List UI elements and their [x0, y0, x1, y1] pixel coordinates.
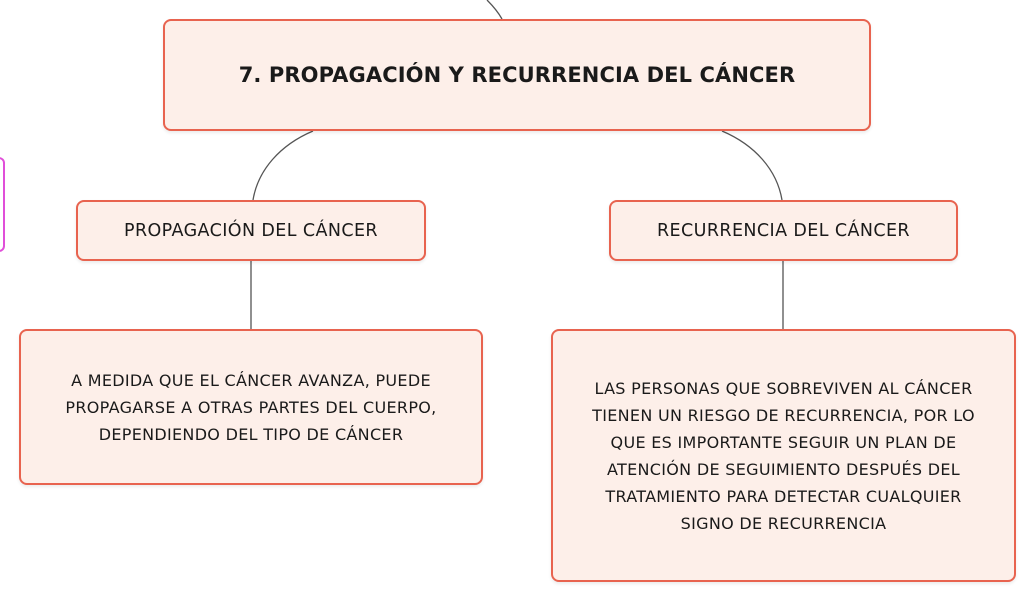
topic-node-recurrencia[interactable]	[609, 200, 958, 261]
connector-root-to-propagacion	[253, 131, 313, 200]
connector-parent-to-root	[487, 0, 502, 19]
topic-node-propagacion[interactable]	[76, 200, 426, 261]
topic-label-recurrencia: RECURRENCIA DEL CÁNCER	[657, 220, 910, 241]
detail-node-propagacion[interactable]	[19, 329, 483, 485]
connector-root-to-recurrencia	[722, 131, 782, 200]
offscreen-sibling-node[interactable]	[0, 157, 5, 252]
root-topic-title: 7. PROPAGACIÓN Y RECURRENCIA DEL CÁNCER	[238, 63, 796, 87]
detail-text-propagacion: A MEDIDA QUE EL CÁNCER AVANZA, PUEDE PROPAGARSE A OTRAS PARTES DEL CUERPO, DEPENDIENDO DEL TIPO DE CÁNCER	[65, 370, 437, 444]
detail-node-recurrencia[interactable]	[551, 329, 1016, 582]
topic-label-propagacion: PROPAGACIÓN DEL CÁNCER	[124, 220, 378, 241]
detail-text-recurrencia: LAS PERSONAS QUE SOBREVIVEN AL CÁNCER TIENEN UN RIESGO DE RECURRENCIA, POR LO QUE ES IMPORTANTE SEGUIR UN PLAN DE ATENCIÓN DE SEGUIMIENTO DESPUÉS DEL TRATAMIENTO PARA DETECTAR CUALQUIER SIGNO DE RECURRENCIA	[592, 378, 975, 533]
root-topic-node[interactable]	[163, 19, 871, 131]
